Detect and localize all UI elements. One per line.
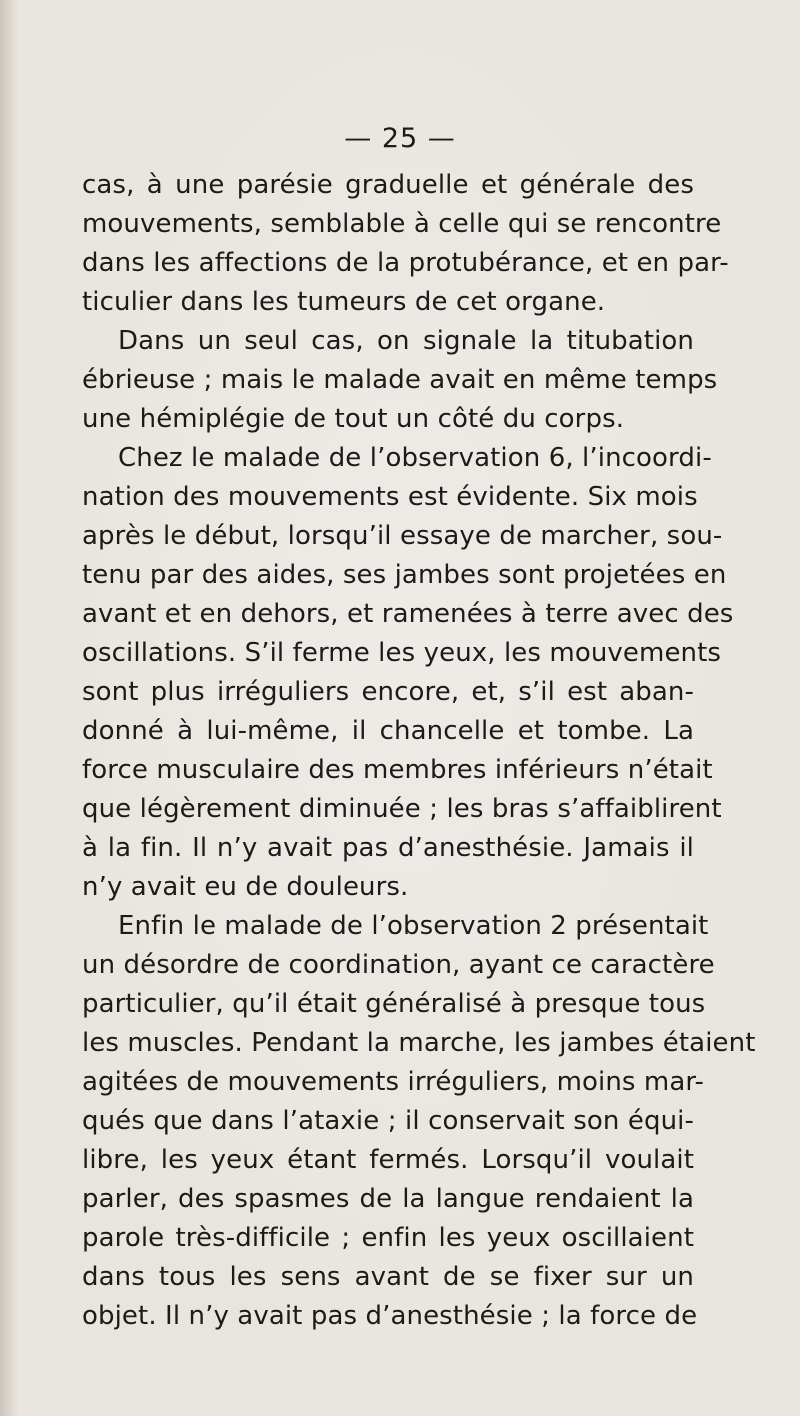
text-line: qués que dans l’ataxie ; il conservait son équi- <box>82 1106 694 1136</box>
body-text <box>82 166 756 1336</box>
text-line: Dans un seul cas, on signale la titubation <box>118 326 694 356</box>
text-line: dans les affections de la protubérance, et en par- <box>82 248 729 278</box>
text-line: tenu par des aides, ses jambes sont projetées en <box>82 560 727 590</box>
text-line: parole très-difficile ; enfin les yeux oscillaient <box>82 1223 694 1253</box>
text-line: n’y avait eu de douleurs. <box>82 872 409 902</box>
text-line: agitées de mouvements irréguliers, moins mar- <box>82 1067 704 1097</box>
text-line: Chez le malade de l’observation 6, l’incoordi- <box>118 443 712 473</box>
text-line: après le début, lorsqu’il essaye de marcher, sou- <box>82 521 723 551</box>
text-line: un désordre de coordination, ayant ce caractère <box>82 950 715 980</box>
text-line: dans tous les sens avant de se fixer sur un <box>82 1262 694 1292</box>
text-line: force musculaire des membres inférieurs n’était <box>82 755 713 785</box>
text-line: libre, les yeux étant fermés. Lorsqu’il voulait <box>82 1145 694 1175</box>
page-number: — 25 — <box>344 123 456 154</box>
text-line: que légèrement diminuée ; les bras s’affaiblirent <box>82 794 722 824</box>
text-line: ébrieuse ; mais le malade avait en même temps <box>82 365 718 395</box>
text-line: particulier, qu’il était généralisé à presque tous <box>82 989 706 1019</box>
page-binding-edge <box>0 0 18 1416</box>
text-line: sont plus irréguliers encore, et, s’il est aban- <box>82 677 694 707</box>
text-line: Enfin le malade de l’observation 2 présentait <box>118 911 709 941</box>
text-line: ticulier dans les tumeurs de cet organe. <box>82 287 606 317</box>
text-line: nation des mouvements est évidente. Six mois <box>82 482 698 512</box>
text-line: une hémiplégie de tout un côté du corps. <box>82 404 625 434</box>
text-line: avant et en dehors, et ramenées à terre avec des <box>82 599 734 629</box>
text-line: parler, des spasmes de la langue rendaient la <box>82 1184 694 1214</box>
text-line: mouvements, semblable à celle qui se rencontre <box>82 209 722 239</box>
text-line: objet. Il n’y avait pas d’anesthésie ; la force de <box>82 1301 698 1331</box>
text-line: les muscles. Pendant la marche, les jambes étaient <box>82 1028 756 1058</box>
text-line: à la fin. Il n’y avait pas d’anesthésie. Jamais il <box>82 833 694 863</box>
text-line: oscillations. S’il ferme les yeux, les mouvements <box>82 638 722 668</box>
text-line: cas, à une parésie graduelle et générale des <box>82 170 694 200</box>
text-line: donné à lui-même, il chancelle et tombe. La <box>82 716 694 746</box>
